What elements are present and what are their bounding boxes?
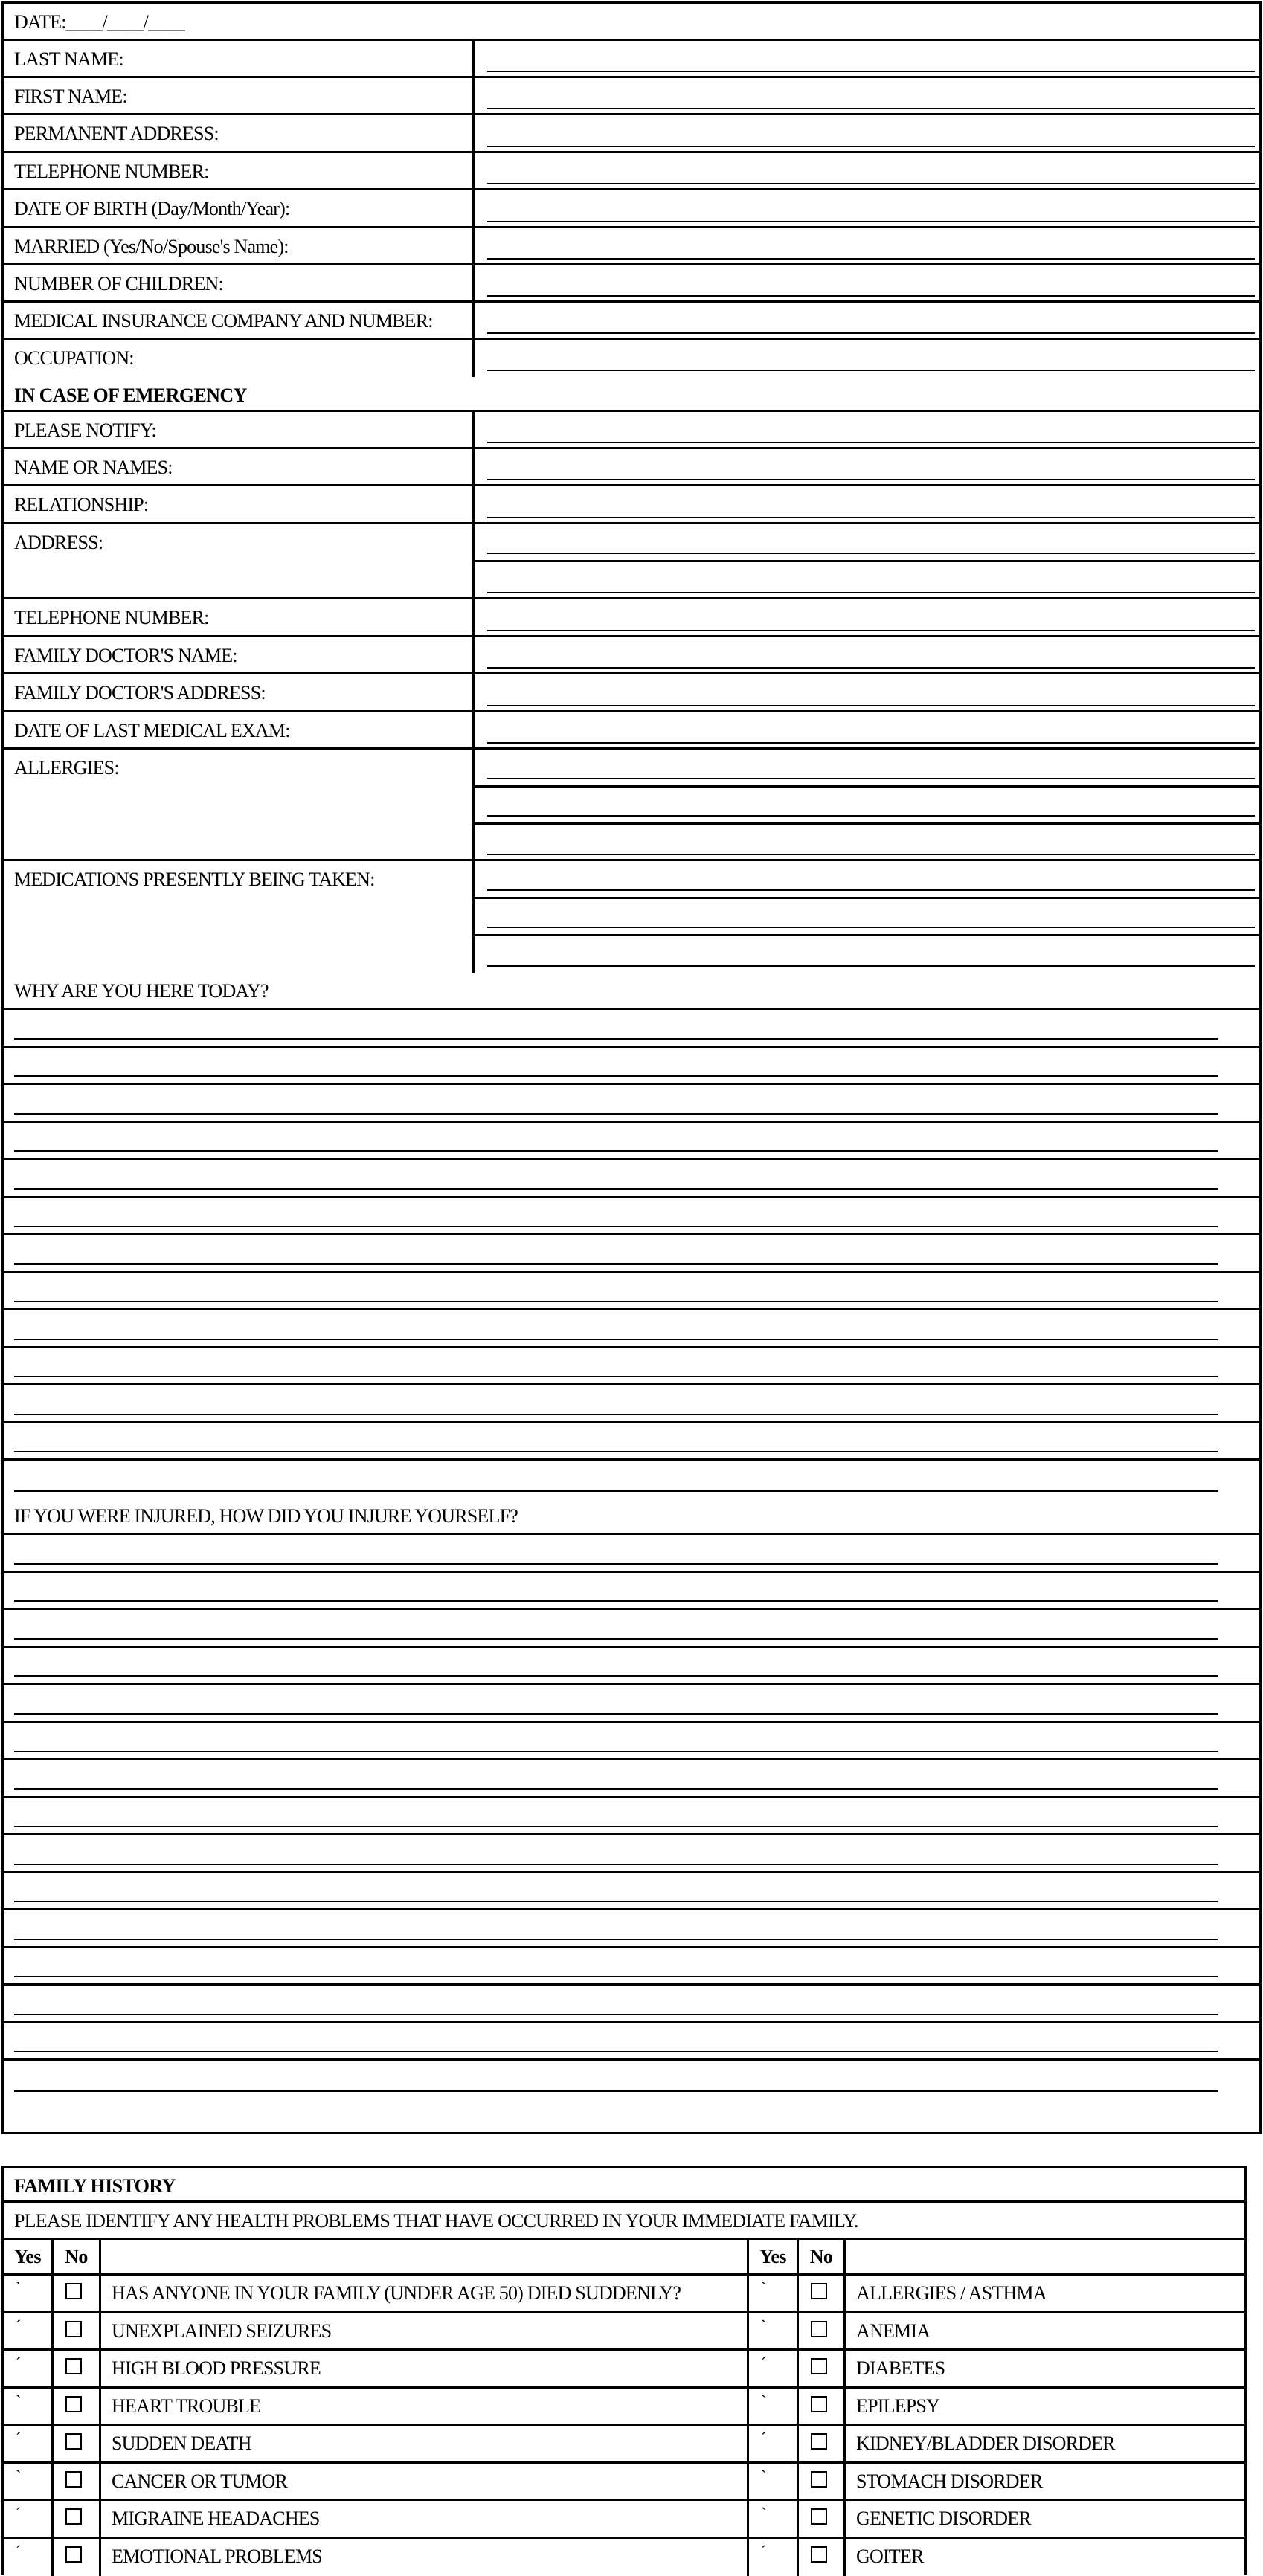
yes-mark[interactable]: ` — [16, 2279, 22, 2297]
underline — [14, 1751, 1218, 1752]
emergency-date-of-last-medical-exam-input-line[interactable] — [475, 712, 1259, 750]
field-medical-insurance-company-and-number-entry — [475, 303, 1259, 338]
no-checkbox-migraine-headaches[interactable] — [65, 2508, 82, 2525]
field-married-yes-no-spouse-s-name-label: MARRIED (Yes/No/Spouse's Name): — [4, 228, 475, 263]
injury-answer-line[interactable] — [4, 1910, 1259, 1948]
underline — [14, 1901, 1218, 1902]
field-number-of-children-label: NUMBER OF CHILDREN: — [4, 265, 475, 300]
emergency-please-notify-label: PLEASE NOTIFY: — [4, 412, 475, 447]
field-occupation-input-line[interactable] — [475, 340, 1259, 377]
injury-answer-line[interactable] — [4, 1760, 1259, 1798]
underline — [14, 1490, 1218, 1492]
field-permanent-address-input-line[interactable] — [475, 115, 1259, 153]
injury-answer-line[interactable] — [4, 1835, 1259, 1873]
family-history-heading-row — [4, 2168, 1244, 2203]
underline — [487, 667, 1255, 669]
field-number-of-children-entry — [475, 265, 1259, 300]
field-telephone-number-entry — [475, 153, 1259, 188]
condition-label-allergies-asthma: ALLERGIES / ASTHMA — [856, 2282, 1047, 2304]
no-column-header: No — [54, 2240, 101, 2273]
emergency-family-doctor-s-name-label: FAMILY DOCTOR'S NAME: — [4, 637, 475, 672]
field-date-of-birth-day-month-year-label: DATE OF BIRTH (Day/Month/Year): — [4, 190, 475, 226]
emergency-please-notify-entry — [475, 412, 1259, 447]
injury-answer-line[interactable] — [4, 1723, 1259, 1760]
emergency-family-doctor-s-name-row — [4, 637, 1259, 674]
condition-cell — [101, 2276, 749, 2311]
condition-label-unexplained-seizures: UNEXPLAINED SEIZURES — [112, 2320, 332, 2342]
field-married-yes-no-spouse-s-name-input-line[interactable] — [475, 228, 1259, 265]
yes-column-header: Yes — [4, 2240, 54, 2273]
injury-answer-line[interactable] — [4, 1986, 1259, 2023]
field-medical-insurance-company-and-number-input-line[interactable] — [475, 303, 1259, 340]
condition-cell — [846, 2464, 1244, 2499]
underline — [487, 742, 1255, 744]
condition-cell — [846, 2539, 1244, 2576]
underline — [14, 1563, 1218, 1565]
underline — [487, 889, 1255, 891]
emergency-name-or-names-entry — [475, 449, 1259, 484]
no-checkbox-allergies-asthma[interactable] — [811, 2283, 827, 2299]
injury-answer-line[interactable] — [4, 1685, 1259, 1723]
why-here-answer-line[interactable] — [4, 1010, 1259, 1048]
emergency-address-input-line[interactable] — [475, 524, 1259, 562]
family-history-header-row — [4, 2240, 1244, 2276]
why-here-answer-line[interactable] — [4, 1085, 1259, 1123]
yes-mark[interactable]: ` — [16, 2392, 22, 2410]
field-first-name-row — [4, 78, 1259, 115]
no-checkbox-unexplained-seizures[interactable] — [65, 2321, 82, 2337]
emergency-relationship-input-line[interactable] — [475, 486, 1259, 524]
yes-mark[interactable]: ´ — [16, 2504, 22, 2522]
underline — [487, 146, 1255, 147]
emergency-family-doctor-s-address-entry — [475, 674, 1259, 710]
field-first-name-entry — [475, 78, 1259, 113]
condition-cell — [101, 2389, 749, 2424]
condition-cell — [101, 2539, 749, 2576]
emergency-relationship-entry — [475, 486, 1259, 522]
yes-cell-unexplained-seizures — [4, 2313, 54, 2348]
underline — [487, 183, 1255, 184]
why-here-answer-line[interactable] — [4, 1235, 1259, 1273]
why-here-answer-line[interactable] — [4, 1048, 1259, 1085]
emergency-address-label: ADDRESS: — [4, 524, 475, 597]
no-checkbox-emotional-problems[interactable] — [65, 2546, 82, 2563]
yes-mark[interactable]: ` — [761, 2392, 767, 2410]
emergency-name-or-names-input-line[interactable] — [475, 449, 1259, 486]
condition-label-kidney-bladder-disorder: KIDNEY/BLADDER DISORDER — [856, 2432, 1115, 2454]
underline — [487, 517, 1255, 518]
emergency-telephone-number-row — [4, 599, 1259, 637]
emergency-allergies-label: ALLERGIES: — [4, 750, 475, 859]
field-date-of-birth-day-month-year-input-line[interactable] — [475, 190, 1259, 228]
condition-cell — [101, 2313, 749, 2348]
condition-label-genetic-disorder: GENETIC DISORDER — [856, 2508, 1031, 2529]
no-checkbox-cancer-or-tumor[interactable] — [65, 2471, 82, 2488]
underline — [14, 1675, 1218, 1677]
condition-cell — [846, 2426, 1244, 2461]
emergency-allergies-input-line[interactable] — [475, 750, 1259, 788]
underline — [14, 2090, 1218, 2092]
condition-cell — [846, 2351, 1244, 2386]
injury-answer-line[interactable] — [4, 1798, 1259, 1835]
underline — [14, 1451, 1218, 1452]
emergency-allergies-entry — [475, 750, 1259, 859]
underline — [14, 1638, 1218, 1640]
emergency-family-doctor-s-address-input-line[interactable] — [475, 674, 1259, 712]
no-checkbox-high-blood-pressure[interactable] — [65, 2358, 82, 2374]
underline — [487, 553, 1255, 554]
underline — [14, 1826, 1218, 1827]
emergency-family-doctor-s-name-entry — [475, 637, 1259, 672]
underline — [14, 1864, 1218, 1865]
yes-column-header-right: Yes — [749, 2240, 799, 2273]
no-checkbox-anemia[interactable] — [811, 2321, 827, 2337]
no-checkbox-stomach-disorder[interactable] — [811, 2471, 827, 2488]
no-cell-epilepsy — [799, 2389, 846, 2424]
condition-label-anemia: ANEMIA — [856, 2320, 931, 2342]
field-medical-insurance-company-and-number-row — [4, 303, 1259, 340]
injury-answer-line[interactable] — [4, 2023, 1259, 2061]
no-cell-heart-trouble — [54, 2389, 101, 2424]
why-here-answer-line[interactable] — [4, 1423, 1259, 1461]
no-cell-kidney-bladder-disorder — [799, 2426, 846, 2461]
field-last-name-entry — [475, 41, 1259, 76]
condition-label-has-anyone-in-your-family-under-age-50-died-suddenly: HAS ANYONE IN YOUR FAMILY (UNDER AGE 50) DIED SUDDENLY? — [112, 2282, 681, 2304]
field-permanent-address-row — [4, 115, 1259, 153]
underline — [487, 965, 1255, 967]
yes-mark[interactable]: ` — [761, 2504, 767, 2522]
field-occupation-entry — [475, 340, 1259, 377]
underline — [487, 221, 1255, 222]
yes-cell-migraine-headaches — [4, 2501, 54, 2537]
yes-cell-goiter — [749, 2539, 799, 2576]
emergency-date-of-last-medical-exam-row — [4, 712, 1259, 750]
field-occupation-label: OCCUPATION: — [4, 340, 475, 377]
condition-label-high-blood-pressure: HIGH BLOOD PRESSURE — [112, 2357, 321, 2379]
field-date-of-birth-day-month-year-row — [4, 190, 1259, 228]
yes-mark[interactable]: ´ — [16, 2429, 22, 2447]
why-here-question: WHY ARE YOU HERE TODAY? — [14, 980, 269, 1002]
emergency-address-input-line[interactable] — [475, 562, 1259, 599]
yes-cell-diabetes — [749, 2351, 799, 2386]
yes-cell-high-blood-pressure — [4, 2351, 54, 2386]
patient-intake-form — [1, 1, 1262, 2134]
underline — [487, 927, 1255, 928]
no-checkbox-sudden-death[interactable] — [65, 2433, 82, 2450]
yes-mark[interactable]: ´ — [16, 2316, 22, 2335]
condition-cell — [101, 2351, 749, 2386]
family-history-row — [4, 2426, 1244, 2464]
why-here-answer-line[interactable] — [4, 1160, 1259, 1198]
condition-cell — [846, 2389, 1244, 2424]
underline — [14, 2051, 1218, 2052]
emergency-please-notify-row — [4, 412, 1259, 449]
injury-answer-line[interactable] — [4, 1573, 1259, 1610]
emergency-telephone-number-entry — [475, 599, 1259, 635]
underline — [14, 1788, 1218, 1790]
underline — [14, 2014, 1218, 2015]
injury-answer-line[interactable] — [4, 1648, 1259, 1685]
emergency-relationship-row — [4, 486, 1259, 524]
no-cell-emotional-problems — [54, 2539, 101, 2576]
condition-label-diabetes: DIABETES — [856, 2357, 945, 2379]
no-cell-has-anyone-in-your-family-under-age-50-died-suddenly — [54, 2276, 101, 2311]
emergency-telephone-number-label: TELEPHONE NUMBER: — [4, 599, 475, 635]
no-cell-cancer-or-tumor — [54, 2464, 101, 2499]
yes-mark[interactable]: ` — [761, 2279, 767, 2297]
field-telephone-number-input-line[interactable] — [475, 153, 1259, 190]
field-first-name-input-line[interactable] — [475, 78, 1259, 115]
field-married-yes-no-spouse-s-name-entry — [475, 228, 1259, 263]
injury-answer-line[interactable] — [4, 1873, 1259, 1910]
injury-answer-line[interactable] — [4, 2061, 1259, 2098]
why-here-question-row — [4, 973, 1259, 1010]
condition-label-stomach-disorder: STOMACH DISORDER — [856, 2470, 1043, 2492]
underline — [487, 295, 1255, 297]
no-cell-anemia — [799, 2313, 846, 2348]
condition-label-sudden-death: SUDDEN DEATH — [112, 2432, 251, 2454]
injury-answer-line[interactable] — [4, 1610, 1259, 1648]
yes-cell-heart-trouble — [4, 2389, 54, 2424]
underline — [14, 1150, 1218, 1152]
underline — [487, 854, 1255, 855]
emergency-date-of-last-medical-exam-entry — [475, 712, 1259, 747]
date-label[interactable]: DATE:____/____/____ — [14, 11, 184, 33]
no-cell-allergies-asthma — [799, 2276, 846, 2311]
condition-label-cancer-or-tumor: CANCER OR TUMOR — [112, 2470, 288, 2492]
emergency-please-notify-input-line[interactable] — [475, 412, 1259, 449]
condition-label-heart-trouble: HEART TROUBLE — [112, 2395, 261, 2417]
field-telephone-number-label: TELEPHONE NUMBER: — [4, 153, 475, 188]
emergency-relationship-label: RELATIONSHIP: — [4, 486, 475, 522]
family-history-row — [4, 2313, 1244, 2351]
field-last-name-label: LAST NAME: — [4, 41, 475, 76]
underline — [487, 479, 1255, 480]
no-cell-goiter — [799, 2539, 846, 2576]
underline — [14, 1301, 1218, 1302]
field-permanent-address-label: PERMANENT ADDRESS: — [4, 115, 475, 151]
underline — [487, 332, 1255, 334]
condition-cell — [101, 2426, 749, 2461]
field-first-name-label: FIRST NAME: — [4, 78, 475, 113]
underline — [487, 815, 1255, 817]
emergency-name-or-names-row — [4, 449, 1259, 486]
why-here-answer-line[interactable] — [4, 1123, 1259, 1160]
injury-answer-line[interactable] — [4, 1535, 1259, 1573]
yes-cell-cancer-or-tumor — [4, 2464, 54, 2499]
no-checkbox-heart-trouble[interactable] — [65, 2396, 82, 2412]
underline — [487, 630, 1255, 631]
underline — [487, 71, 1255, 72]
underline — [14, 1188, 1218, 1190]
field-medical-insurance-company-and-number-label: MEDICAL INSURANCE COMPANY AND NUMBER: — [4, 303, 475, 338]
underline — [14, 1976, 1218, 1977]
emergency-heading-row — [4, 377, 1259, 412]
injury-question-row — [4, 1498, 1259, 1535]
why-here-answer-line[interactable] — [4, 1198, 1259, 1235]
underline — [14, 1263, 1218, 1265]
underline — [14, 1113, 1218, 1115]
field-permanent-address-entry — [475, 115, 1259, 151]
family-history-heading: FAMILY HISTORY — [14, 2175, 176, 2197]
family-history-row — [4, 2539, 1244, 2576]
no-cell-diabetes — [799, 2351, 846, 2386]
no-cell-stomach-disorder — [799, 2464, 846, 2499]
condition-cell — [846, 2313, 1244, 2348]
emergency-medications-presently-being-taken-input-line[interactable] — [475, 899, 1259, 936]
underline — [487, 592, 1255, 593]
yes-mark[interactable]: ´ — [761, 2542, 767, 2560]
yes-mark[interactable]: ´ — [761, 2429, 767, 2447]
condition-cell — [101, 2501, 749, 2537]
emergency-allergies-input-line[interactable] — [475, 825, 1259, 861]
yes-mark[interactable]: ` — [761, 2316, 767, 2335]
no-cell-unexplained-seizures — [54, 2313, 101, 2348]
underline — [14, 1414, 1218, 1415]
emergency-telephone-number-input-line[interactable] — [475, 599, 1259, 637]
yes-mark[interactable]: ´ — [16, 2542, 22, 2560]
emergency-family-doctor-s-address-label: FAMILY DOCTOR'S ADDRESS: — [4, 674, 475, 710]
underline — [14, 1939, 1218, 1940]
emergency-medications-presently-being-taken-entry — [475, 861, 1259, 973]
yes-mark[interactable]: ` — [16, 2467, 22, 2485]
why-here-answer-line[interactable] — [4, 1310, 1259, 1348]
field-number-of-children-row — [4, 265, 1259, 303]
field-occupation-row — [4, 340, 1259, 377]
emergency-date-of-last-medical-exam-label: DATE OF LAST MEDICAL EXAM: — [4, 712, 475, 747]
no-cell-migraine-headaches — [54, 2501, 101, 2537]
yes-cell-allergies-asthma — [749, 2276, 799, 2311]
why-here-answer-line[interactable] — [4, 1461, 1259, 1498]
yes-cell-genetic-disorder — [749, 2501, 799, 2537]
emergency-address-row — [4, 524, 1259, 599]
emergency-medications-presently-being-taken-input-line[interactable] — [475, 936, 1259, 973]
no-column-header-right: No — [799, 2240, 846, 2273]
emergency-medications-presently-being-taken-label: MEDICATIONS PRESENTLY BEING TAKEN: — [4, 861, 475, 973]
yes-mark[interactable]: ´ — [761, 2354, 767, 2372]
yes-cell-kidney-bladder-disorder — [749, 2426, 799, 2461]
condition-label-emotional-problems: EMOTIONAL PROBLEMS — [112, 2546, 322, 2567]
field-last-name-input-line[interactable] — [475, 41, 1259, 78]
emergency-allergies-row — [4, 750, 1259, 861]
field-married-yes-no-spouse-s-name-row — [4, 228, 1259, 265]
underline — [487, 705, 1255, 706]
yes-mark[interactable]: ` — [761, 2467, 767, 2485]
no-checkbox-diabetes[interactable] — [811, 2358, 827, 2374]
why-here-answer-line[interactable] — [4, 1273, 1259, 1310]
field-number-of-children-input-line[interactable] — [475, 265, 1259, 303]
underline — [14, 1600, 1218, 1602]
family-history-instruction: PLEASE IDENTIFY ANY HEALTH PROBLEMS THAT HAVE OCCURRED IN YOUR IMMEDIATE FAMILY. — [14, 2210, 858, 2232]
date-row — [4, 4, 1259, 41]
family-history-section — [1, 2166, 1247, 2575]
underline — [487, 258, 1255, 260]
underline — [14, 1339, 1218, 1340]
yes-cell-anemia — [749, 2313, 799, 2348]
underline — [14, 1226, 1218, 1227]
injury-question: IF YOU WERE INJURED, HOW DID YOU INJURE YOURSELF? — [14, 1505, 518, 1527]
condition-cell — [101, 2464, 749, 2499]
field-last-name-row — [4, 41, 1259, 78]
family-history-row — [4, 2351, 1244, 2389]
emergency-medications-presently-being-taken-row — [4, 861, 1259, 973]
yes-cell-sudden-death — [4, 2426, 54, 2461]
field-date-of-birth-day-month-year-entry — [475, 190, 1259, 226]
underline — [487, 108, 1255, 109]
underline — [487, 370, 1255, 371]
family-history-row — [4, 2276, 1244, 2313]
no-checkbox-genetic-disorder[interactable] — [811, 2508, 827, 2525]
no-checkbox-kidney-bladder-disorder[interactable] — [811, 2433, 827, 2450]
no-checkbox-epilepsy[interactable] — [811, 2396, 827, 2412]
why-here-answer-line[interactable] — [4, 1385, 1259, 1423]
yes-cell-stomach-disorder — [749, 2464, 799, 2499]
no-cell-sudden-death — [54, 2426, 101, 2461]
underline — [14, 1713, 1218, 1715]
condition-cell — [846, 2276, 1244, 2311]
family-history-instruction-row — [4, 2203, 1244, 2240]
no-cell-genetic-disorder — [799, 2501, 846, 2537]
underline — [14, 1038, 1218, 1040]
condition-label-epilepsy: EPILEPSY — [856, 2395, 940, 2417]
underline — [14, 1075, 1218, 1077]
emergency-name-or-names-label: NAME OR NAMES: — [4, 449, 475, 484]
no-checkbox-has-anyone-in-your-family-under-age-50-died-suddenly[interactable] — [65, 2283, 82, 2299]
condition-label-migraine-headaches: MIGRAINE HEADACHES — [112, 2508, 320, 2529]
no-cell-high-blood-pressure — [54, 2351, 101, 2386]
family-history-row — [4, 2501, 1244, 2539]
field-telephone-number-row — [4, 153, 1259, 190]
emergency-heading: IN CASE OF EMERGENCY — [14, 384, 247, 406]
yes-mark[interactable]: ´ — [16, 2354, 22, 2372]
emergency-family-doctor-s-name-input-line[interactable] — [475, 637, 1259, 674]
emergency-allergies-input-line[interactable] — [475, 788, 1259, 825]
yes-cell-emotional-problems — [4, 2539, 54, 2576]
yes-cell-epilepsy — [749, 2389, 799, 2424]
condition-label-goiter: GOITER — [856, 2546, 924, 2567]
underline — [487, 442, 1255, 443]
yes-cell-has-anyone-in-your-family-under-age-50-died-suddenly — [4, 2276, 54, 2311]
family-history-row — [4, 2464, 1244, 2501]
underline — [14, 1376, 1218, 1377]
condition-cell — [846, 2501, 1244, 2537]
why-here-answer-line[interactable] — [4, 1348, 1259, 1385]
no-checkbox-goiter[interactable] — [811, 2546, 827, 2563]
family-history-row — [4, 2389, 1244, 2426]
emergency-family-doctor-s-address-row — [4, 674, 1259, 712]
emergency-medications-presently-being-taken-input-line[interactable] — [475, 861, 1259, 899]
injury-answer-line[interactable] — [4, 1948, 1259, 1986]
emergency-address-entry — [475, 524, 1259, 597]
underline — [487, 778, 1255, 779]
